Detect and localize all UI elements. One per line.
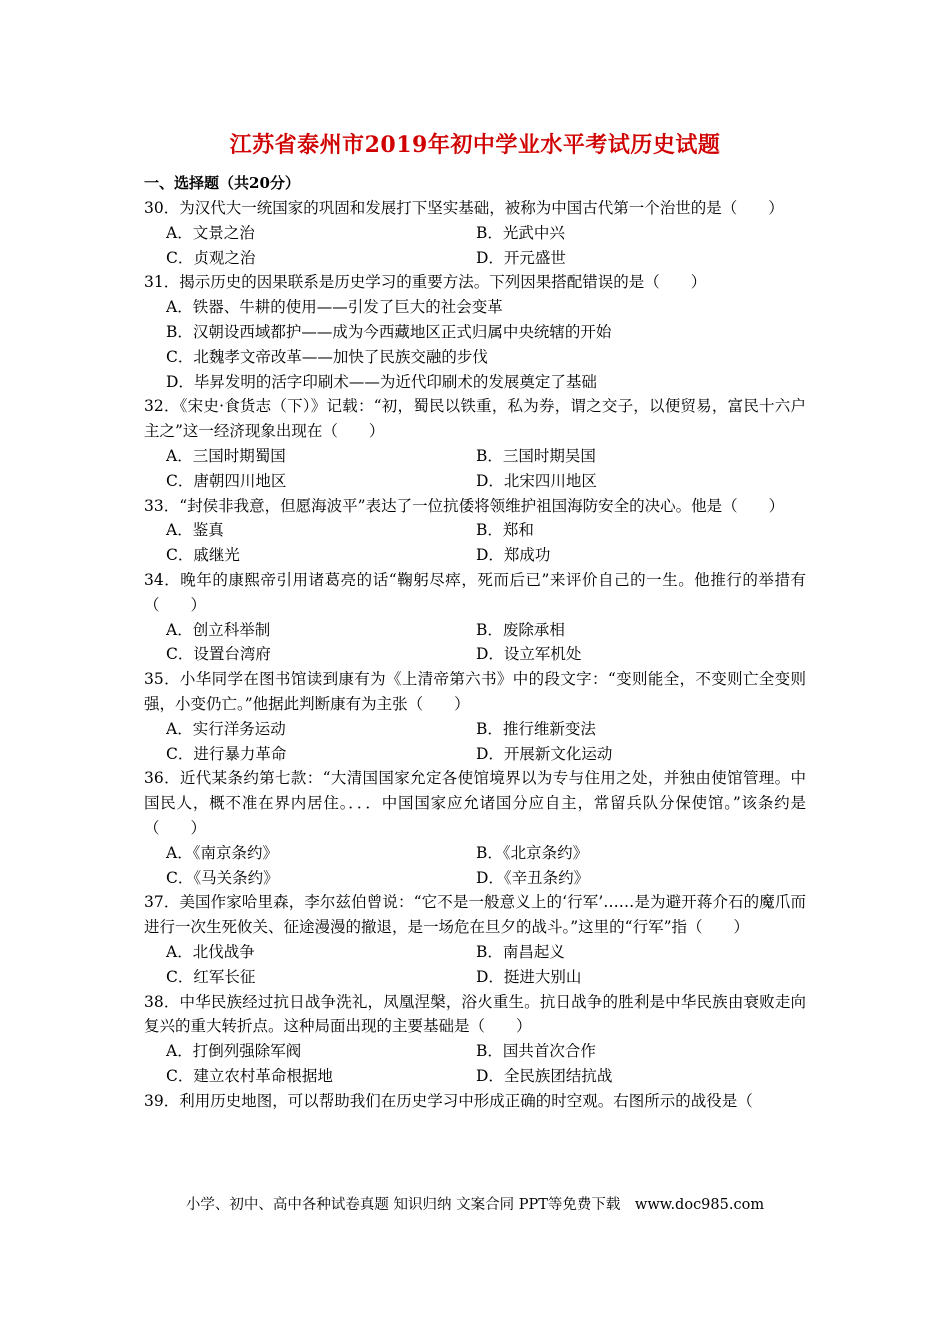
option-b: B．推行维新变法	[476, 719, 596, 738]
option-b: B．南昌起义	[476, 942, 565, 961]
option-c: C．唐朝四川地区	[166, 471, 287, 490]
question-31: 31．揭示历史的因果联系是历史学习的重要方法。下列因果搭配错误的是（ ）	[144, 273, 707, 292]
option-b: B．国共首次合作	[476, 1042, 596, 1061]
options-31	[166, 295, 806, 394]
option-c: C．贞观之治	[166, 248, 256, 267]
option-c: C．红军长征	[166, 967, 256, 986]
option-a: A．打倒列强除军阀	[166, 1042, 302, 1061]
option-d: D．开展新文化运动	[476, 744, 613, 763]
option-b: B．郑和	[476, 521, 534, 540]
question-38: 38．中华民族经过抗日战争洗礼，凤凰涅槃，浴火重生。抗日战争的胜利是中华民族由衰败走向复兴的重大转折点。这种局面出现的主要基础是（ ）	[144, 992, 806, 1036]
option-a: A．《南京条约》	[166, 843, 278, 862]
option-a: A．实行洋务运动	[166, 719, 286, 738]
option-d: D．全民族团结抗战	[476, 1066, 613, 1085]
question-32: 32．《宋史·食货志（下）》记载：“初，蜀民以铁重，私为券，谓之交子，以便贸易，富民十六户主之”这一经济现象出现在（ ）	[144, 397, 806, 441]
option-a: A．北伐战争	[166, 942, 255, 961]
option-a: A．创立科举制	[166, 620, 271, 639]
option-d: D．挺进大别山	[476, 967, 582, 986]
option-b: B．《北京条约》	[476, 843, 589, 862]
option-c: C．设置台湾府	[166, 645, 271, 664]
option-d: D．开元盛世	[476, 248, 566, 267]
option-d: D．设立军机处	[476, 645, 582, 664]
option-c: C．进行暴力革命	[166, 744, 287, 763]
option-c: C．《马关条约》	[166, 868, 279, 887]
option-b: B．废除承相	[476, 620, 565, 639]
option-a: A．三国时期蜀国	[166, 446, 286, 465]
option-b: B．汉朝设西域都护——成为今西藏地区正式归属中央统辖的开始	[166, 322, 612, 341]
option-c: C．北魏孝文帝改革——加快了民族交融的步伐	[166, 347, 488, 366]
options-34	[166, 618, 806, 668]
option-d: D．《辛丑条约》	[476, 868, 590, 887]
question-34: 34．晚年的康熙帝引用诸葛亮的话“鞠躬尽瘁，死而后已”来评价自己的一生。他推行的举措有（ ）	[144, 570, 806, 614]
question-30: 30．为汉代大一统国家的巩固和发展打下坚实基础，被称为中国古代第一个治世的是（ ）	[144, 199, 784, 217]
options-30	[166, 221, 806, 271]
options-33	[166, 518, 806, 568]
option-a: A．文景之治	[166, 223, 255, 242]
question-33: 33．“封侯非我意，但愿海波平”表达了一位抗倭将领维护祖国海防安全的决心。他是（ ）	[144, 496, 785, 515]
question-list	[144, 196, 806, 1113]
options-36	[166, 841, 806, 891]
section-heading: 一、选择题（共20分）	[144, 174, 300, 192]
option-c: C．戚继光	[166, 546, 240, 565]
options-35	[166, 717, 806, 767]
footer-text: 小学、初中、高中各种试卷真题 知识归纳 文案合同 PPT等免费下载 www.doc985.com	[185, 1197, 765, 1213]
option-c: C．建立农村革命根据地	[166, 1066, 333, 1085]
options-38	[166, 1039, 806, 1089]
option-a: A．铁器、牛耕的使用——引发了巨大的社会变革	[166, 298, 503, 317]
question-36: 36．近代某条约第七款：“大清国国家允定各使馆境界以为专与住用之处，并独由使馆管理。中国民人，概不准在界内居住。．．．中国国家应允诸国分应自主，常留兵队分保使馆。”该条约是（ ）	[144, 769, 806, 837]
question-39: 39．利用历史地图，可以帮助我们在历史学习中形成正确的时空观。右图所示的战役是（	[144, 1091, 753, 1110]
page-title: 江苏省泰州市2019年初中学业水平考试历史试题	[229, 132, 721, 158]
question-37: 37．美国作家哈里森，李尔兹伯曾说：“它不是一般意义上的‘行军’……是为避开蒋介石的魔爪而进行一次生死攸关、征途漫漫的撤退，是一场危在旦夕的战斗。”这里的“行军”指（ ）	[144, 893, 806, 937]
option-a: A．鉴真	[166, 521, 224, 540]
question-35: 35．小华同学在图书馆读到康有为《上清帝第六书》中的段文字：“变则能全，不变则亡全变则强，小变仍亡。”他据此判断康有为主张（ ）	[144, 670, 806, 713]
option-d: D．毕昇发明的活字印刷术——为近代印刷术的发展奠定了基础	[166, 372, 597, 391]
options-37	[166, 940, 806, 990]
option-b: B．光武中兴	[476, 223, 565, 242]
options-32	[166, 444, 806, 494]
option-d: D．郑成功	[476, 546, 551, 565]
option-d: D．北宋四川地区	[476, 471, 597, 490]
option-b: B．三国时期吴国	[476, 446, 596, 465]
